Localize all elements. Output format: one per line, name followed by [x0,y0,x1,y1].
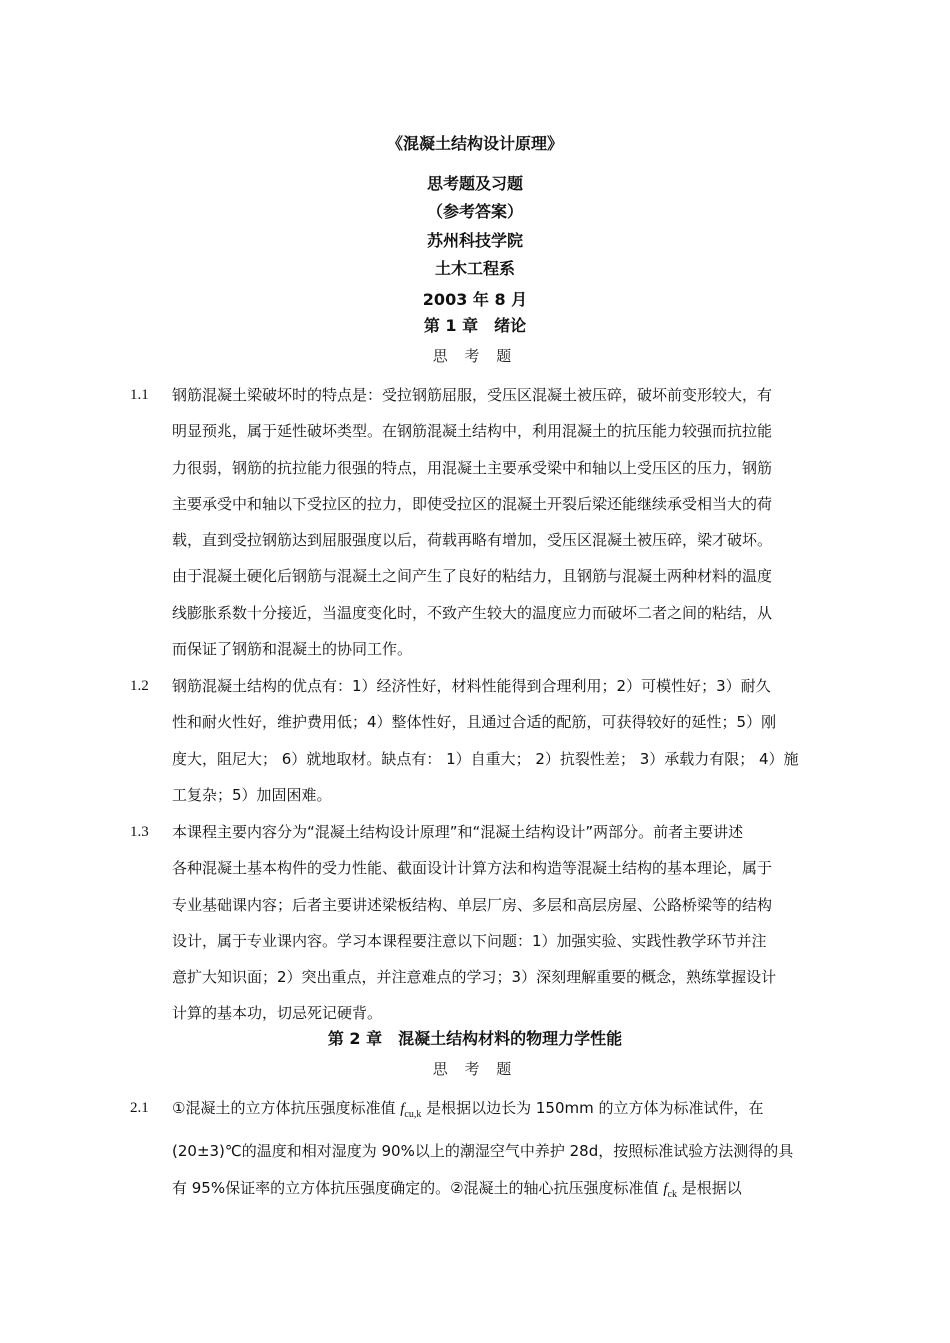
answer-line: (20±3)℃的温度和相对湿度为 90%以上的潮湿空气中养护 28d，按照标准试验方法测得的具 [172,1142,794,1161]
answer-line [172,1170,822,1213]
answer-line: 由于混凝土硬化后钢筋与混凝土之间产生了良好的粘结力，且钢筋与混凝土两种材料的温度 [172,567,773,586]
answer-line: 主要承受中和轴以下受拉区的拉力，即使受拉区的混凝土开裂后梁还能继续承受相当大的荷 [172,494,773,513]
answer-1-1 [172,377,822,667]
answer-line: 计算的基本功，切忌死记硬背。 [172,1004,383,1023]
publish-date: 2003 年 8 月 [422,290,528,309]
answer-line: 载，直到受拉钢筋达到屈服强度以后，荷载再略有增加，受压区混凝土被压碎，梁才破坏。 [172,531,773,550]
formula-subscript: ck [667,1188,677,1200]
answer-note: （参考答案） [426,202,523,221]
school-name: 苏州科技学院 [426,231,523,250]
answer-1-3 [172,814,822,1032]
answer-2-1 [172,1090,822,1213]
question-number: 2.1 [130,1100,149,1116]
answer-line: 而保证了钢筋和混凝土的协同工作。 [172,640,413,659]
book-title: 《混凝土结构设计原理》 [386,134,563,153]
answer-line: 专业基础课内容；后者主要讲述梁板结构、单层厂房、多层和高层房屋、公路桥梁等的结构 [172,895,773,914]
answer-line: 工复杂；5）加固困难。 [172,785,332,804]
formula-subscript: cu,k [404,1109,422,1120]
department-name: 土木工程系 [434,259,515,278]
answer-line: 设计，属于专业课内容。学习本课程要注意以下问题：1）加强实验、实践性教学环节并注 [172,931,767,950]
question-number: 1.2 [130,678,149,694]
answer-line: 各种混凝土基本构件的受力性能、截面设计计算方法和构造等混凝土结构的基本理论，属于 [172,859,773,878]
chapter-2-section-heading: 思 考 题 [432,1060,518,1078]
answer-line: 性和耐火性好，维护费用低；4）整体性好，且通过合适的配筋，可获得较好的延性；5）刚 [172,713,777,732]
answer-line: 力很弱，钢筋的抗拉能力很强的特点，用混凝土主要承受梁中和轴以上受压区的压力，钢筋 [172,458,773,477]
answer-text: 有 95%保证率的立方体抗压强度确定的。②混凝土的轴心抗压强度标准值 [172,1178,664,1197]
answer-line [172,1090,822,1133]
answer-line: 明显预兆，属于延性破坏类型。在钢筋混凝土结构中，利用混凝土的抗压能力较强而抗拉能 [172,422,773,441]
question-number: 1.1 [130,387,149,403]
formula-symbol: f [400,1101,405,1117]
answer-line: 钢筋混凝土梁破坏时的特点是：受拉钢筋屈服，受压区混凝土被压碎，破坏前变形较大，有 [172,386,773,404]
answer-line: 度大，阻尼大； 6）就地取材。缺点有： 1）自重大； 2）抗裂性差； 3）承载力有限； 4）施 [172,749,799,768]
subtitle: 思考题及习题 [426,174,523,193]
formula-symbol: f [663,1180,668,1197]
chapter-1-title: 第 1 章 绪论 [423,316,527,335]
answer-text: ①混凝土的立方体抗压强度标准值 [172,1099,401,1117]
answer-text: 是根据以 [676,1178,742,1197]
question-number: 1.3 [130,824,149,840]
answer-line: 本课程主要内容分为“混凝土结构设计原理”和“混凝土结构设计”两部分。前者主要讲述 [172,823,744,841]
chapter-2-title: 第 2 章 混凝土结构材料的物理力学性能 [327,1029,623,1048]
chapter-1-section-heading: 思 考 题 [432,347,518,365]
answer-line: 线膨胀系数十分接近，当温度变化时，不致产生较大的温度应力而破坏二者之间的粘结，从 [172,603,773,622]
answer-text: 是根据以边长为 150mm 的立方体为标准试件，在 [421,1099,764,1117]
answer-1-2 [172,668,822,813]
answer-line: 意扩大知识面；2）突出重点，并注意难点的学习；3）深刻理解重要的概念，熟练掌握设计 [172,968,777,987]
answer-line: 钢筋混凝土结构的优点有：1）经济性好，材料性能得到合理利用；2）可模性好；3）耐久 [172,677,771,695]
